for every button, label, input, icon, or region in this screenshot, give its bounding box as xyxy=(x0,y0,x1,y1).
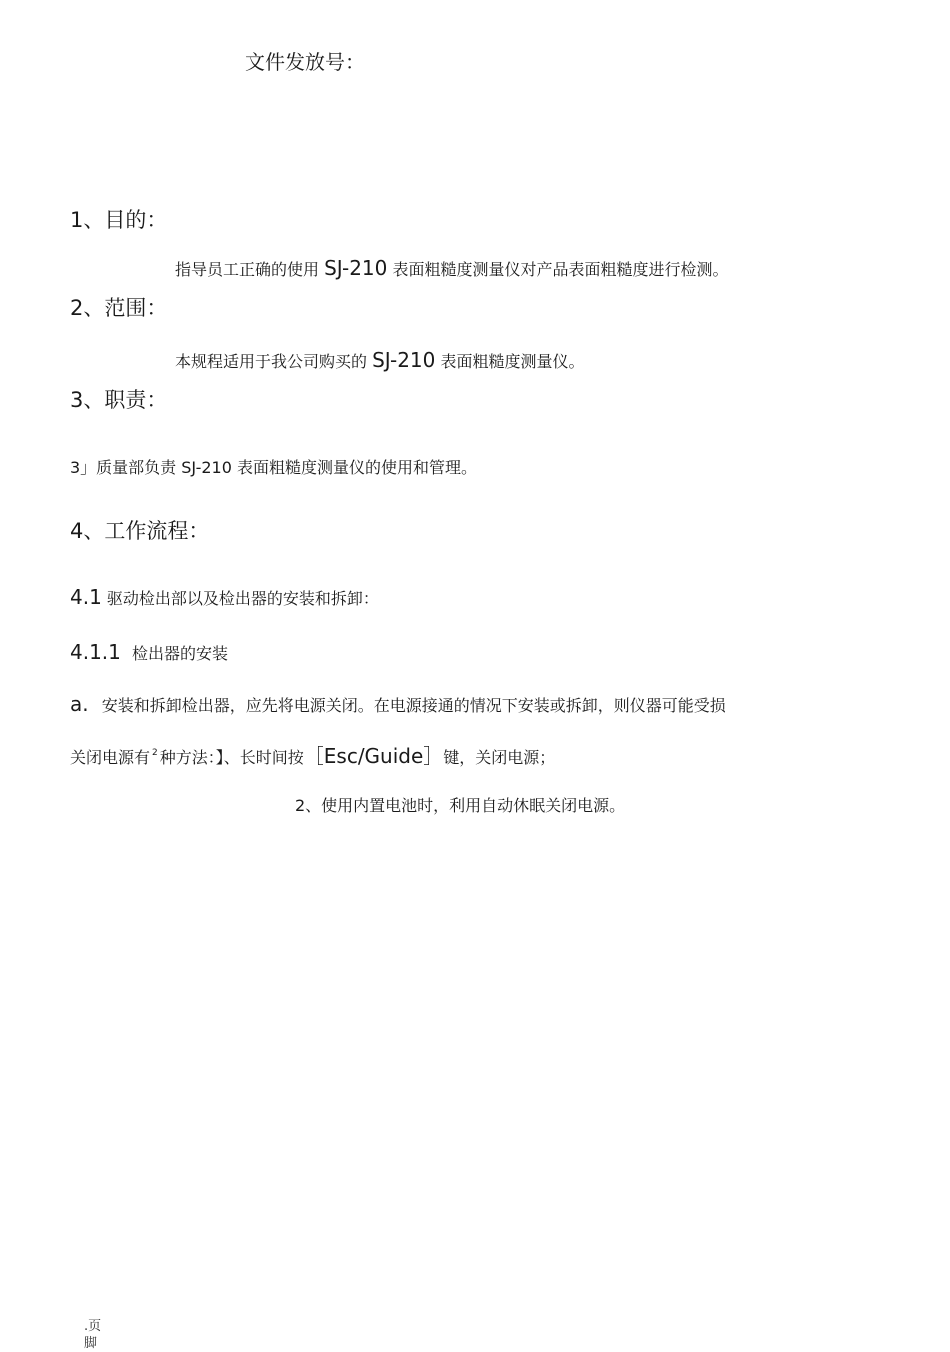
subsection-4-1-1 xyxy=(70,642,228,662)
power-off-method-2: 2、使用内置电池时，利用自动休眠关闭电源。 xyxy=(295,796,626,815)
subsection-4-1-1-number: 4.1.1 xyxy=(70,640,121,664)
section-3-item: 3」质量部负责 SJ-210 表面粗糙度测量仪的使用和管理。 xyxy=(70,458,477,477)
section-4-heading: 4、工作流程： xyxy=(70,519,210,543)
document-number-label: 文件发放号： xyxy=(245,50,365,74)
section-1-heading: 1、目的： xyxy=(70,208,168,232)
section-1-model: SJ-210 xyxy=(324,256,388,280)
section-2-model: SJ-210 xyxy=(372,348,436,372)
subsection-4-1-number: 4.1 xyxy=(70,585,102,609)
subsection-4-1 xyxy=(70,587,379,607)
section-1-body xyxy=(175,258,729,278)
item-a xyxy=(70,694,726,714)
section-1-body-pre: 指导员工正确的使用 xyxy=(175,260,320,279)
power-off-pre: 关闭电源有 xyxy=(70,748,151,767)
section-2-heading: 2、范围： xyxy=(70,296,168,320)
power-off-methods xyxy=(70,746,555,766)
section-2-body xyxy=(175,350,585,370)
power-off-count: 2 xyxy=(152,748,158,758)
item-a-label: a. xyxy=(70,692,89,716)
power-off-post: 键，关闭电源； xyxy=(443,748,556,767)
item-a-text: 安装和拆卸检出器，应先将电源关闭。在电源接通的情况下安装或拆卸，则仪器可能受损 xyxy=(101,696,726,715)
esc-guide-key-label: ［Esc/Guide］ xyxy=(303,744,444,768)
section-2-body-pre: 本规程适用于我公司购买的 xyxy=(175,352,368,371)
section-2-body-post: 表面粗糙度测量仪。 xyxy=(440,352,585,371)
section-1-body-post: 表面粗糙度测量仪对产品表面粗糙度进行检测。 xyxy=(392,260,729,279)
page-footer: .页脚 xyxy=(84,1319,102,1351)
power-off-mid: 种方法：】、长时间按 xyxy=(159,748,304,767)
subsection-4-1-1-text: 检出器的安装 xyxy=(131,644,228,663)
section-3-heading: 3、职责： xyxy=(70,388,168,412)
subsection-4-1-text: 驱动检出部以及检出器的安装和拆卸： xyxy=(106,589,379,608)
